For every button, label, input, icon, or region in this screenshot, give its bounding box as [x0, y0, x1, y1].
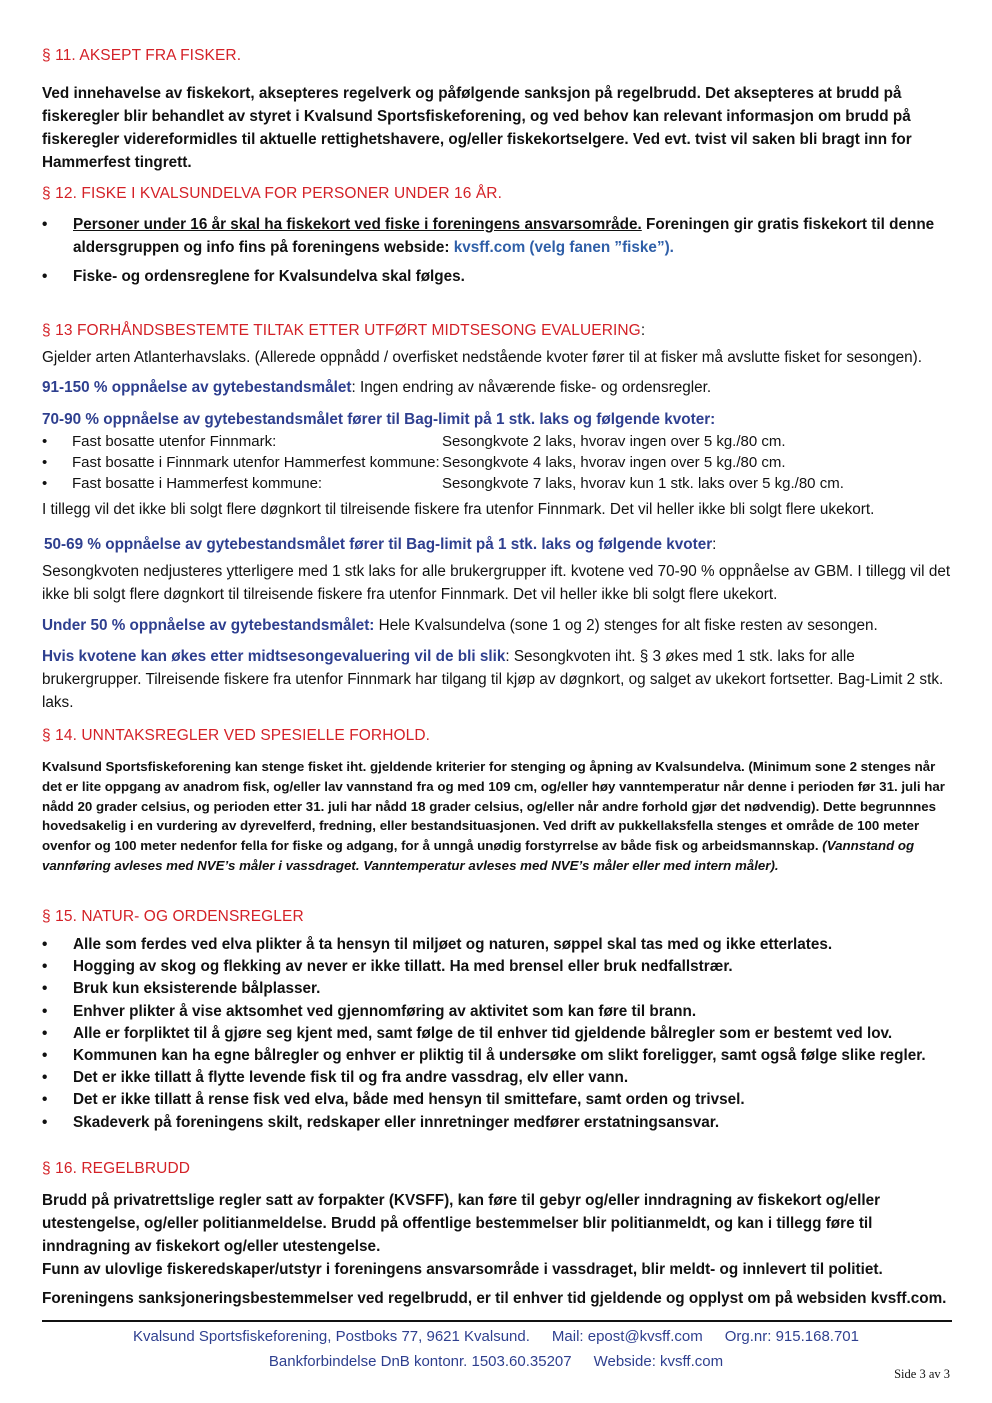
bullet-marker: • — [42, 1047, 48, 1065]
section-12-bullet-2-text: Fiske- og ordensreglene for Kvalsundelva skal følges. — [73, 268, 465, 285]
bullet-marker: • — [42, 1091, 48, 1109]
section-13 — [42, 322, 954, 714]
footer-bank: Bankforbindelse DnB kontonr. 1503.60.35207 — [268, 1353, 572, 1370]
footer-divider — [42, 1320, 952, 1322]
section-11-text: Ved innehavelse av fiskekort, aksepteres regelverk og påfølgende sanksjon på regelbrudd. Det aksepteres at brudd på fiskeregler blir behandlet av styret i Kvalsund Sportsfiskeforening, og ved behov kan relevant informasjon om brudd på fiskeregler videreformidles til aktuelle rettighetshavere, og/eller fiskekortselgere. Ved evt. tvist vil saken bli bragt inn for Hammerfest tingrett. — [42, 85, 912, 171]
section-16-paragraph-3: Foreningens sanksjoneringsbestemmelser ved regelbrudd, er til enhver tid gjeldende og opplyst om på websiden kvsff.com. — [42, 1290, 947, 1307]
level-91-150-text: : Ingen endring av nåværende fiske- og ordensregler. — [351, 379, 712, 396]
section-14-text — [42, 757, 954, 876]
level-under-50-label: Under 50 % oppnåelse av gytebestandsmålet: — [42, 617, 375, 634]
rule-item — [42, 934, 954, 956]
quota-group: Fast bosatte utenfor Finnmark: — [72, 433, 277, 450]
footer-line-1 — [0, 1328, 992, 1345]
quota-increase-text: : Sesongkvoten iht. § 3 økes med 1 stk. laks for alle brukergrupper. Tilreisende fiskere fra utenfor Finnmark har tilgang til kjøp av døgnkort, og salget av ukekort fortsetter. Bag-Limit 2 stk. laks. — [42, 648, 944, 711]
bullet-marker: • — [42, 475, 48, 492]
level-50-69-label — [42, 533, 954, 556]
quota-list — [42, 431, 954, 494]
bullet-marker: • — [42, 958, 48, 976]
bullet-marker: • — [42, 936, 48, 953]
section-12-underlined-text: Personer under 16 år skal ha fiskekort ved fiske i foreningens ansvarsområde. — [73, 216, 642, 233]
rule-item — [42, 1067, 954, 1089]
level-50-69-text: Sesongkvoten nedjusteres ytterligere med 1 stk laks for alle brukergrupper ift. kvotene ved 70-90 % oppnåelse av GBM. I tillegg vil det ikke bli solgt flere døgnkort til tilreisende fiskere fra utenfor Finnmark. Det vil heller ikke bli solgt flere ukekort. — [42, 563, 951, 603]
bullet-marker: • — [42, 216, 48, 233]
website-link[interactable]: kvsff.com (velg fanen ”fiske”). — [453, 239, 674, 256]
footer-mail[interactable]: Mail: epost@kvsff.com — [551, 1328, 703, 1345]
section-11 — [42, 47, 954, 174]
section-14 — [42, 727, 954, 876]
section-12-bullet-1-text: Foreningen gir gratis fiskekort til denne aldersgruppen og info fins på foreningens webside: — [73, 216, 935, 256]
section-16 — [42, 1160, 954, 1310]
heading-colon: : — [640, 322, 646, 339]
rule-item — [42, 1045, 954, 1067]
section-13-heading — [42, 322, 954, 340]
quota-increase — [42, 645, 954, 714]
bullet-marker: • — [42, 1002, 48, 1020]
quota-group: Fast bosatte i Finnmark utenfor Hammerfest kommune: — [72, 454, 440, 471]
bullet-marker: • — [42, 980, 48, 998]
level-50-69-label-text: 50-69 % oppnåelse av gytebestandsmålet fører til Bag-limit på 1 stk. laks og følgende kvoter — [44, 536, 713, 553]
bullet-marker: • — [42, 1113, 48, 1131]
footer-org-address: Kvalsund Sportsfiskeforening, Postboks 77, 9621 Kvalsund. — [132, 1328, 530, 1345]
section-13-heading-text: § 13 FORHÅNDSBESTEMTE TILTAK ETTER UTFØRT MIDTSESONG EVALUERING — [42, 322, 641, 339]
footer-website[interactable]: Webside: kvsff.com — [593, 1353, 724, 1370]
quota-row — [42, 452, 954, 473]
section-12 — [42, 185, 954, 288]
rule-item-text: Bruk kun eksisterende bålplasser. — [73, 980, 321, 998]
quota-increase-label: Hvis kvotene kan økes etter midtsesongevaluering vil de bli slik — [42, 648, 506, 665]
section-16-paragraph-2: Funn av ulovlige fiskeredskaper/utstyr i foreningens ansvarsområde i vassdraget, blir meldt- og innlevert til politiet. — [42, 1261, 883, 1278]
quota-value: Sesongkvote 7 laks, hvorav kun 1 stk. laks over 5 kg./80 cm. — [442, 475, 844, 492]
rule-item-text: Det er ikke tillatt å rense fisk ved elva, både med hensyn til smittefare, samt orden og trivsel. — [73, 1091, 745, 1109]
section-14-heading: § 14. UNNTAKSREGLER VED SPESIELLE FORHOLD. — [42, 727, 431, 744]
page-number: Side 3 av 3 — [894, 1367, 950, 1381]
quota-value: Sesongkvote 4 laks, hvorav ingen over 5 kg./80 cm. — [442, 454, 786, 471]
quota-value: Sesongkvote 2 laks, hvorav ingen over 5 kg./80 cm. — [442, 433, 786, 450]
bullet-marker: • — [42, 454, 48, 471]
bullet-marker: • — [42, 268, 48, 285]
quota-row — [42, 431, 954, 452]
quota-row — [42, 473, 954, 494]
rule-item — [42, 1112, 954, 1134]
section-15 — [42, 908, 954, 1134]
rule-item-text: Alle som ferdes ved elva plikter å ta hensyn til miljøet og naturen, søppel skal tas med og ikke etterlates. — [73, 936, 833, 953]
bullet-marker: • — [42, 433, 48, 450]
level-under-50-text: Hele Kvalsundelva (sone 1 og 2) stenges for alt fiske resten av sesongen. — [374, 617, 878, 634]
section-16-heading: § 16. REGELBRUDD — [42, 1160, 191, 1177]
rule-item-text: Enhver plikter å vise aktsomhet ved gjennomføring av aktivitet som kan føre til brann. — [73, 1002, 697, 1020]
rule-item-text: Alle er forpliktet til å gjøre seg kjent med, samt følge de til enhver tid gjeldende bålregler som er bestemt ved lov. — [73, 1024, 893, 1042]
section-13-intro: Gjelder arten Atlanterhavslaks. (Allerede oppnådd / overfisket nedstående kvoter fører til at fisker må avslutte fisket for sesongen). — [42, 349, 923, 366]
level-91-150-label: 91-150 % oppnåelse av gytebestandsmålet — [42, 379, 352, 396]
level-91-150 — [42, 376, 954, 399]
rule-item-text: Det er ikke tillatt å flytte levende fisk til og fra andre vassdrag, elv eller vann. — [73, 1069, 629, 1087]
quota-group: Fast bosatte i Hammerfest kommune: — [72, 475, 323, 492]
level-70-90-after: I tillegg vil det ikke bli solgt flere døgnkort til tilreisende fiskere fra utenfor Finnmark. Det vil heller ikke bli solgt flere ukekort. — [42, 501, 875, 518]
rules-list — [42, 934, 954, 1134]
rule-item — [42, 978, 954, 1000]
section-11-heading: § 11. AKSEPT FRA FISKER. — [42, 47, 242, 64]
label-colon: : — [712, 536, 717, 553]
section-15-heading: § 15. NATUR- OG ORDENSREGLER — [42, 908, 304, 925]
section-12-heading: § 12. FISKE I KVALSUNDELVA FOR PERSONER UNDER 16 ÅR. — [42, 185, 503, 202]
bullet-marker: • — [42, 1024, 48, 1042]
rule-item-text: Skadeverk på foreningens skilt, redskaper eller innretninger medfører erstatningsansvar. — [73, 1113, 720, 1131]
rule-item — [42, 956, 954, 978]
bullet-marker: • — [42, 1069, 48, 1087]
rule-item — [42, 1089, 954, 1111]
rule-item — [42, 1001, 954, 1023]
rule-item-text: Hogging av skog og flekking av never er ikke tillatt. Ha med brensel eller bruk nedfallstrær. — [73, 958, 733, 976]
footer-line-2 — [0, 1353, 992, 1370]
rule-item-text: Kommunen kan ha egne bålregler og enhver er pliktig til å undersøke om slikt foreligger, samt også følge slike regler. — [73, 1047, 926, 1065]
footer-orgnr: Org.nr: 915.168.701 — [724, 1328, 859, 1345]
section-14-italic-note: (Vannstand og vannføring avleses med NVE’s måler i vassdraget. Vanntemperatur avleses med NVE’s måler eller med intern måler). — [42, 838, 915, 873]
section-16-paragraph-1: Brudd på privatrettslige regler satt av forpakter (KVSFF), kan føre til gebyr og/eller inndragning av fiskekort og/eller utestengelse, og/eller politianmeldelse. Brudd på offentlige bestemmelser blir politianmeldt, og kan i tillegg føre til inndragning av fiskekort og/eller utestengelse. — [42, 1192, 881, 1255]
section-12-bullet-1 — [42, 213, 954, 259]
rule-item — [42, 1023, 954, 1045]
section-12-bullet-2 — [42, 265, 954, 288]
level-70-90-label: 70-90 % oppnåelse av gytebestandsmålet fører til Bag-limit på 1 stk. laks og følgende kvoter: — [42, 411, 716, 428]
section-14-body: Kvalsund Sportsfiskeforening kan stenge fisket iht. gjeldende kriterier for stenging og åpning av Kvalsundelva. (Minimum sone 2 stenges når det er lite oppgang av anadrom fisk, og/eller lav vannstand fra og med 109 cm, og/eller høy vanntemperatur når denne i perioden før 31. juli har nådd 20 grader celsius, og perioden etter 31. juli har nådd 18 grader celsius, og/eller når andre forhold gjør det nødvendig). Dette begrunnnes hovedsakelig i en vurdering av dyrevelferd, fredning, eller bestandsituasjonen. Ved drift av pukkellaksfella stenges et område de 100 meter ovenfor og 100 meter nedenfor fella for fiske og adgang, for å unngå unødig forstyrrelse av både fisk og arbeidsmannskap. — [42, 759, 945, 854]
level-under-50 — [42, 614, 954, 637]
